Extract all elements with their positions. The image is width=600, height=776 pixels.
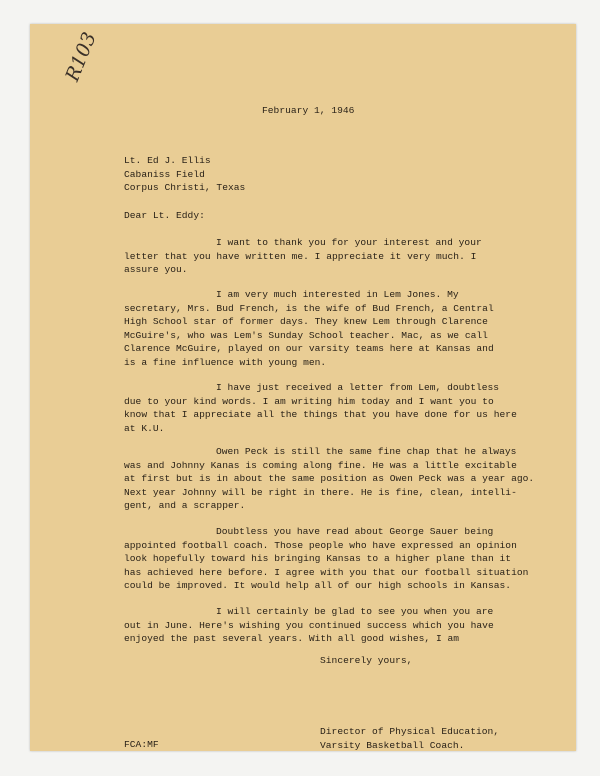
- paragraph-line: enjoyed the past several years. With all good wishes, I am: [124, 633, 460, 645]
- paragraph-5: [124, 525, 529, 593]
- paragraph-line: is a fine influence with young men.: [124, 356, 327, 368]
- paragraph-line: Owen Peck is still the same fine chap that he always: [216, 446, 517, 457]
- handwritten-file-note: R103: [61, 29, 101, 85]
- recipient-name: Lt. Ed J. Ellis: [124, 155, 211, 166]
- paragraph-line: gent, and a scrapper.: [124, 500, 246, 512]
- paragraph-line: Doubtless you have read about George Sauer being: [216, 526, 494, 537]
- letter-date: February 1, 1946: [262, 105, 355, 116]
- signature-title: [320, 725, 499, 752]
- paragraph-line: I have just received a letter from Lem, doubtless: [216, 382, 500, 393]
- reference-initials: FCA:MF: [124, 739, 159, 750]
- recipient-city: Corpus Christi, Texas: [124, 182, 246, 194]
- recipient-location: Cabaniss Field: [124, 168, 205, 180]
- paragraph-line: letter that you have written me. I appreciate it very much. I: [124, 250, 477, 262]
- paragraph-line: I am very much interested in Lem Jones. My: [216, 289, 459, 300]
- paragraph-line: I want to thank you for your interest and your: [216, 237, 482, 248]
- paragraph-4: [124, 445, 535, 513]
- paragraph-line: High School star of former days. They knew Lem through Clarence: [124, 316, 488, 328]
- paragraph-line: at K.U.: [124, 422, 165, 434]
- paragraph-line: Clarence McGuire, played on our varsity teams here at Kansas and: [124, 343, 494, 355]
- paragraph-1: [124, 236, 524, 277]
- paragraph-line: know that I appreciate all the things that you have done for us here: [124, 409, 517, 421]
- paragraph-line: I will certainly be glad to see you when you are: [216, 606, 494, 617]
- paragraph-line: assure you.: [124, 264, 188, 276]
- paragraph-line: look hopefully toward his bringing Kansas to a higher plane than it: [124, 553, 512, 565]
- paragraph-line: out in June. Here's wishing you continued success which you have: [124, 619, 494, 631]
- paragraph-line: appointed football coach. Those people who have expressed an opinion: [124, 539, 517, 551]
- paragraph-line: due to your kind words. I am writing him today and I want you to: [124, 395, 494, 407]
- paragraph-2: [124, 288, 524, 370]
- signature-title-line: Varsity Basketball Coach.: [320, 739, 465, 751]
- paragraph-3: [124, 381, 524, 435]
- paragraph-line: could be improved. It would help all of our high schools in Kansas.: [124, 580, 512, 592]
- paragraph-line: was and Johnny Kanas is coming along fine. He was a little excitable: [124, 459, 517, 471]
- signature-title-line: Director of Physical Education,: [320, 726, 500, 737]
- paragraph-line: McGuire's, who was Lem's Sunday School teacher. Mac, as we call: [124, 329, 488, 341]
- paragraph-line: Next year Johnny will be right in there. He is fine, clean, intelli-: [124, 486, 517, 498]
- paragraph-line: secretary, Mrs. Bud French, is the wife of Bud French, a Central: [124, 302, 494, 314]
- paragraph-6: [124, 605, 524, 646]
- paragraph-line: at first but is in about the same position as Owen Peck was a year ago.: [124, 473, 535, 485]
- paragraph-line: has achieved here before. I agree with you that our football situation: [124, 566, 529, 578]
- salutation: Dear Lt. Eddy:: [124, 210, 205, 221]
- complimentary-close: Sincerely yours,: [320, 655, 413, 666]
- recipient-address: [124, 154, 245, 195]
